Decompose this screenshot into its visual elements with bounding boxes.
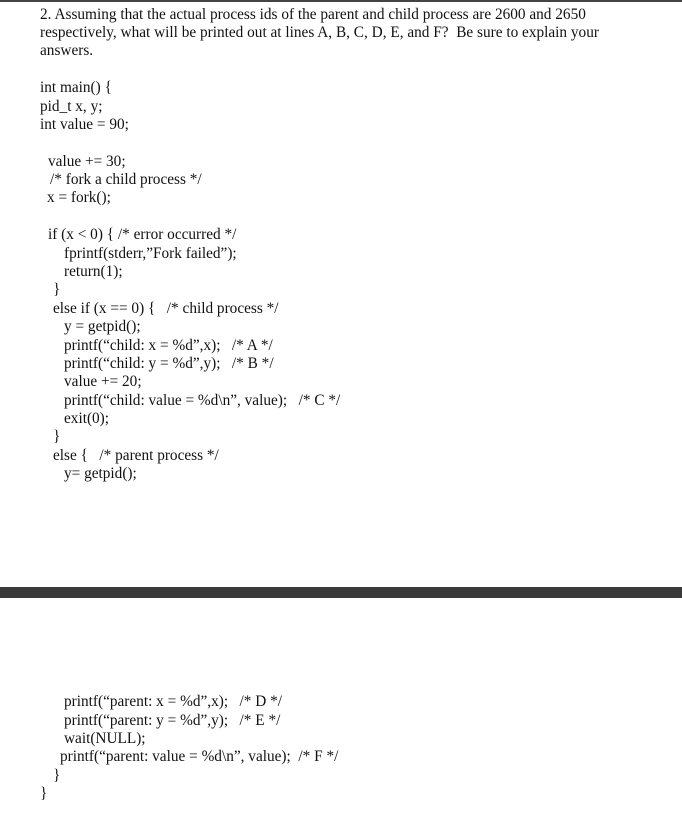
code-line: printf(“child: y = %d”,y); /* B */ [64,355,274,372]
code-line: } [53,767,61,784]
code-line: return(1); [64,263,123,280]
code-line: } [40,785,48,802]
code-line: } [53,428,61,445]
code-line: int value = 90; [40,116,129,133]
document-page-1 [0,2,682,587]
question-text: 2. Assuming that the actual process ids of the parent and child process are 2600 and 2650 [40,6,586,23]
code-line: value += 20; [64,373,142,390]
code-line: y = getpid(); [64,318,141,335]
code-line: exit(0); [64,410,110,427]
code-line: if (x < 0) { /* error occurred */ [48,226,237,243]
code-line: printf(“parent: y = %d”,y); /* E */ [64,712,281,729]
code-line: pid_t x, y; [40,98,103,115]
code-line: fprintf(stderr,”Fork failed”); [64,245,237,262]
code-line: printf(“parent: value = %d\n”, value); /* F */ [60,748,339,765]
code-line: y= getpid(); [64,465,137,482]
code-line: wait(NULL); [64,730,146,747]
document-page-2 [0,598,682,815]
code-line: printf(“child: x = %d”,x); /* A */ [64,337,273,354]
question-text: answers. [40,42,94,59]
code-line: /* fork a child process */ [50,171,202,188]
code-line: int main() { [40,79,112,96]
page-divider [0,587,682,598]
question-text: respectively, what will be printed out at lines A, B, C, D, E, and F? Be sure to explain your [40,24,599,41]
code-line: printf(“child: value = %d\n”, value); /* C */ [64,392,341,409]
code-line: value += 30; [48,153,126,170]
code-line: } [53,281,61,298]
code-line: else if (x == 0) { /* child process */ [53,300,279,317]
code-line: else { /* parent process */ [53,447,219,464]
code-line: printf(“parent: x = %d”,x); /* D */ [64,693,283,710]
code-line: x = fork(); [47,189,111,206]
